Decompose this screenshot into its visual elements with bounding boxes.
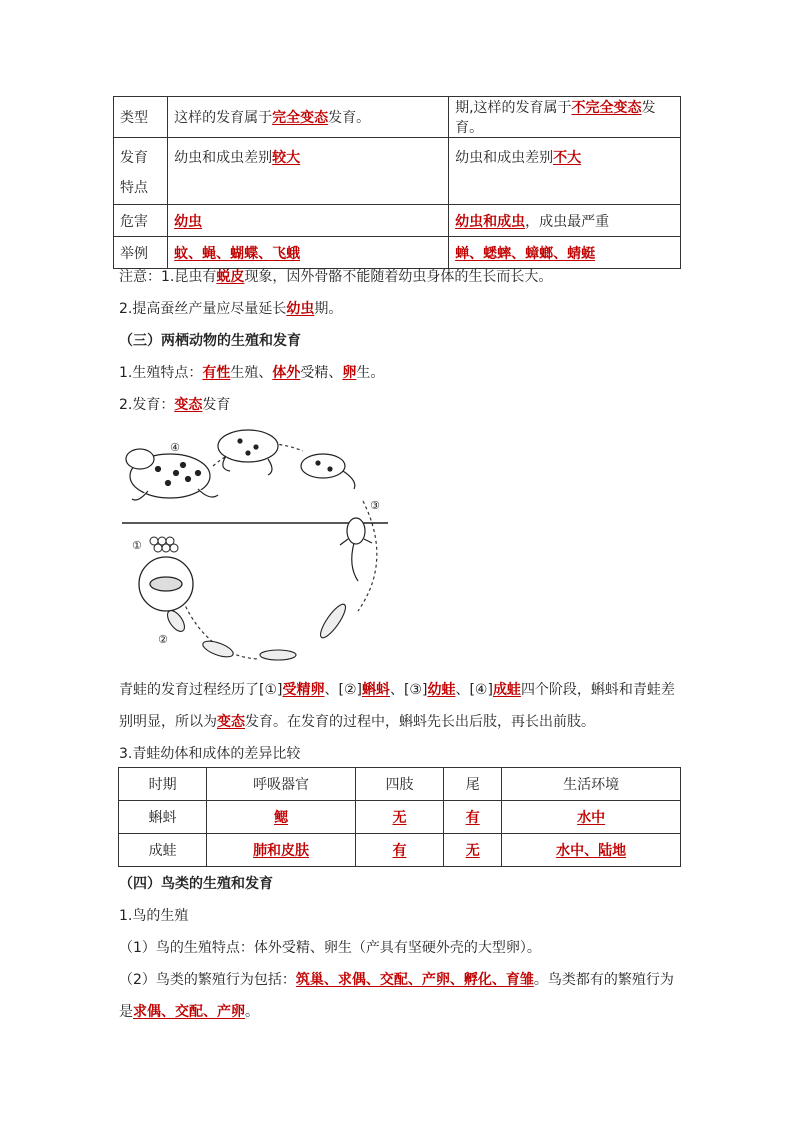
text-run: 现象，因外骨骼不能随着幼虫身体的生长而长大。 bbox=[244, 269, 553, 285]
incomplete-cell bbox=[449, 237, 681, 269]
froglet-icon bbox=[218, 430, 278, 475]
answer-text: 求偶、交配、产卵 bbox=[133, 1004, 245, 1020]
column-header: 四肢 bbox=[355, 768, 443, 801]
table-header-row bbox=[119, 768, 681, 801]
text-run: 这样的发育属于 bbox=[174, 110, 273, 126]
answer-text: 蝌蚪 bbox=[361, 682, 390, 698]
table-cell: 水中 bbox=[502, 801, 681, 834]
answer-text: 变态 bbox=[174, 397, 203, 413]
column-header: 呼吸器官 bbox=[207, 768, 356, 801]
repro-features bbox=[119, 362, 384, 382]
development-para-2 bbox=[119, 711, 595, 731]
table-cell: 鳃 bbox=[207, 801, 356, 834]
text-run: 期。 bbox=[314, 301, 343, 317]
column-header: 时期 bbox=[119, 768, 207, 801]
compare-title: 3.青蛙幼体和成体的差异比较 bbox=[119, 746, 301, 762]
answer-text: 筑巢、求偶、交配、产卵、孵化、育雏 bbox=[295, 972, 534, 988]
answer-text: 幼虫 bbox=[174, 213, 203, 230]
note-molting bbox=[119, 266, 552, 286]
table-cell: 无 bbox=[355, 801, 443, 834]
tadpoles-icon bbox=[164, 601, 349, 660]
table-row bbox=[114, 138, 681, 205]
answer-text: 体外 bbox=[272, 365, 301, 381]
text-run: （2）鸟类的繁殖行为包括： bbox=[119, 972, 296, 988]
stage-label-4: ④ bbox=[170, 441, 180, 454]
section-heading: （四）鸟类的生殖和发育 bbox=[119, 876, 273, 892]
table-cell: 有 bbox=[444, 801, 502, 834]
text-run: 生。 bbox=[356, 365, 385, 381]
column-header: 生活环境 bbox=[502, 768, 681, 801]
table-row bbox=[114, 205, 681, 237]
table-cell: 成蛙 bbox=[119, 834, 207, 867]
text-run: 发育。 bbox=[455, 100, 656, 136]
text-run: ，成虫最严重 bbox=[525, 213, 610, 230]
text-run: 是 bbox=[119, 1004, 133, 1020]
table-row bbox=[119, 834, 681, 867]
answer-text: 较大 bbox=[272, 150, 301, 166]
bird-repro-features: （1）鸟的生殖特点：体外受精、卵生（产具有坚硬外壳的大型卵）。 bbox=[119, 940, 541, 956]
complete-cell bbox=[168, 237, 449, 269]
row-label: 举例 bbox=[114, 237, 168, 269]
table-cell: 水中、陆地 bbox=[502, 834, 681, 867]
incomplete-cell bbox=[449, 138, 681, 205]
bird-repro-title: 1.鸟的生殖 bbox=[119, 908, 189, 924]
text-run: 幼虫和成虫差别 bbox=[455, 150, 554, 166]
text-run: 、[②] bbox=[324, 682, 362, 698]
text-run: 青蛙的发育过程经历了[①] bbox=[119, 682, 283, 698]
complete-cell bbox=[168, 205, 449, 237]
table-cell: 无 bbox=[444, 834, 502, 867]
stage-label-1: ① bbox=[132, 539, 142, 552]
tadpole-with-legs-icon bbox=[340, 518, 372, 581]
table-row bbox=[114, 97, 681, 138]
text-run: 2.发育： bbox=[119, 397, 175, 413]
text-run: 1.生殖特点： bbox=[119, 365, 203, 381]
egg-cluster-icon bbox=[150, 537, 178, 552]
frog-comparison-table bbox=[118, 767, 681, 867]
young-frog-icon bbox=[301, 454, 355, 489]
text-run: 。 bbox=[245, 1004, 259, 1020]
row-label: 危害 bbox=[114, 205, 168, 237]
text-run: 注意：1.昆虫有 bbox=[119, 269, 217, 285]
text-run: 、[④] bbox=[455, 682, 493, 698]
text-run: 2.提高蚕丝产量应尽量延长 bbox=[119, 301, 287, 317]
column-header: 尾 bbox=[444, 768, 502, 801]
text-run: 四个阶段，蝌蚪和青蛙差 bbox=[520, 682, 675, 698]
answer-text: 有性 bbox=[202, 365, 231, 381]
text-run: 期,这样的发育属于 bbox=[455, 100, 572, 116]
text-run: 发育。在发育的过程中，蝌蚪先长出后肢，再长出前肢。 bbox=[245, 714, 595, 730]
table-cell: 蝌蚪 bbox=[119, 801, 207, 834]
answer-text: 幼虫 bbox=[286, 301, 315, 317]
text-run: 。鸟类都有的繁殖行为 bbox=[533, 972, 674, 988]
answer-text: 受精卵 bbox=[282, 682, 325, 698]
table-cell: 肺和皮肤 bbox=[207, 834, 356, 867]
embryo-magnified-icon bbox=[139, 557, 193, 611]
text-run: 幼虫和成虫差别 bbox=[174, 150, 273, 166]
text-run: 发育 bbox=[202, 397, 231, 413]
answer-text: 不完全变态 bbox=[571, 100, 642, 116]
note-silk bbox=[119, 298, 342, 318]
answer-text: 变态 bbox=[217, 714, 245, 730]
answer-text: 蚊、蝇、蝴蝶、飞蛾 bbox=[174, 245, 301, 262]
bird-common-behaviors bbox=[119, 1001, 259, 1021]
row-label: 发育特点 bbox=[114, 138, 168, 205]
answer-text: 幼虫和成虫 bbox=[455, 213, 526, 230]
answer-text: 卵 bbox=[342, 365, 357, 381]
row-label: 类型 bbox=[114, 97, 168, 138]
text-run: 别明显，所以为 bbox=[119, 714, 217, 730]
development-para-1 bbox=[119, 679, 675, 699]
answer-text: 成蛙 bbox=[492, 682, 521, 698]
stage-label-2: ② bbox=[158, 633, 168, 646]
text-run: 发育。 bbox=[328, 110, 371, 126]
incomplete-cell bbox=[449, 205, 681, 237]
section-heading: （三）两栖动物的生殖和发育 bbox=[119, 333, 301, 349]
text-run: 、[③] bbox=[389, 682, 428, 698]
bird-breeding-behaviors bbox=[119, 969, 674, 989]
answer-text: 完全变态 bbox=[272, 110, 329, 126]
table-row bbox=[114, 237, 681, 269]
adult-frog-icon bbox=[126, 449, 218, 500]
frog-life-cycle-diagram bbox=[118, 421, 390, 669]
text-run: 生殖、 bbox=[230, 365, 273, 381]
insect-comparison-table bbox=[113, 96, 681, 269]
development-type bbox=[119, 394, 230, 414]
answer-text: 幼蛙 bbox=[427, 682, 456, 698]
table-row bbox=[119, 801, 681, 834]
stage-label-3: ③ bbox=[370, 499, 380, 512]
incomplete-cell bbox=[449, 97, 681, 138]
complete-cell bbox=[168, 97, 449, 138]
text-run: 受精、 bbox=[300, 365, 343, 381]
answer-text: 蝉、蟋蟀、蟑螂、蜻蜓 bbox=[455, 245, 596, 262]
table-cell: 有 bbox=[355, 834, 443, 867]
complete-cell bbox=[168, 138, 449, 205]
answer-text: 不大 bbox=[553, 150, 582, 166]
answer-text: 蜕皮 bbox=[216, 269, 245, 285]
